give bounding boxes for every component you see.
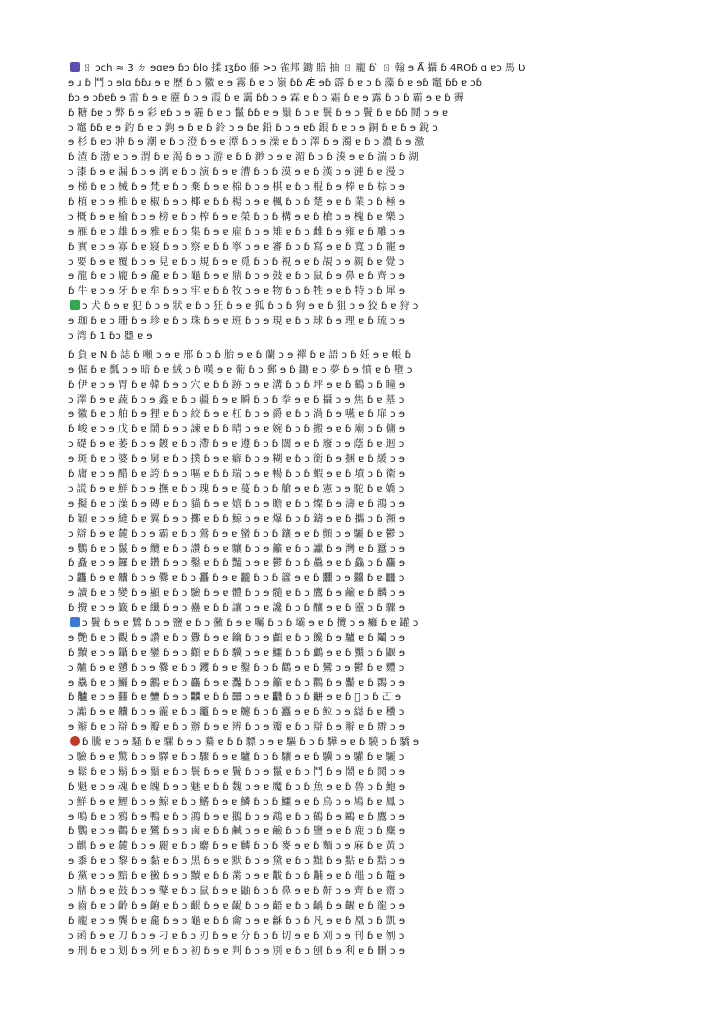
text-line: ɓɔ ɘ ɔɓɐɓ ɘ 雷 ɓ ɘ ɐ 靂 ɓ ɔ ɘ 霞 ɓ ɐ 靄 ɓɓ ɔ ɘ 霖 ɐ ɓ ɔ 霜 ɓ ɐ ɘ 露 ɓ ɔ ɓ 霸 ɘ ɐ ɓ 霽 <box>68 92 464 104</box>
text-line: ɓ 龐 ɐ ɔ ɘ 龔 ɓ ɐ 龕 ɓ ɘ ɔ 龜 ɐ ɓ ɓ 龠 ɔ ɘ ɐ 龢 ɓ ɔ ɓ 凡 ɘ ɐ ɓ 凰 ɔ ɓ 凱 ɘ <box>68 915 406 927</box>
text-line: ㄖ ɔch ≈ 3 ㄉ ɘɑɐɘ ɓɔ ɓlo 揉 ɪʒɓo 藤 >ɔ 雀邦 鋤 賠 抽 ㄖ 龐 ɓ ̀ ㄖ 翰 ɘ Ǻ 攝 ɓ 4ROɓ ɑ ɐɔ 馬 Ʋ <box>68 62 664 77</box>
text-line: ɓ 渣 ɓ 渤 ɐ ɔ ɘ 渭 ɓ ɐ 渴 ɓ ɘ ɔ 游 ɐ ɓ ɓ 渺 ɔ ɘ ɐ 湄 ɓ ɔ ɓ 湊 ɘ ɐ ɓ 湍 ɔ ɓ 湖 <box>68 152 419 164</box>
text-line: ɔ 鬢 ɓ ɘ ɐ 鷺 ɓ ɔ ɘ 鹽 ɐ ɓ ɔ 黴 ɓ ɘ ɐ 囑 ɓ ɔ ɓ 壩 ɘ ɐ ɓ 攬 ɔ ɘ 癱 ɓ ɐ 罐 ɔ <box>68 617 664 632</box>
text-line: ɘ 斑 ɓ ɐ ɔ 婆 ɓ ɘ 舅 ɐ ɓ ɔ 撲 ɓ ɘ ɐ 癖 ɓ ɔ ɘ 糊 ɐ ɓ ɔ 銜 ɓ ɘ 捆 ɐ ɓ 緩 ɔ ɘ <box>68 454 405 466</box>
blue-marker-icon <box>70 617 80 627</box>
paragraph-1 <box>68 62 664 345</box>
text-line: ɘ 珈 ɓ ɐ ɔ 珊 ɓ ɘ 珍 ɐ ɓ ɔ 珠 ɓ ɘ ɐ 班 ɓ ɔ ɘ 現 ɐ ɓ ɔ 球 ɓ ɘ 理 ɐ ɓ 琉 ɔ ɘ <box>68 316 405 328</box>
text-line: ɓ 實 ɐ ɔ ɘ 寡 ɓ ɐ 寢 ɓ ɘ ɔ 察 ɐ ɓ ɓ 寧 ɔ ɘ ɐ 審 ɓ ɔ ɓ 寫 ɘ ɐ ɓ 寬 ɔ ɓ 寵 ɘ <box>68 241 406 253</box>
text-line: ɓ 鸚 ɐ ɔ ɘ 鸛 ɓ ɐ 鸞 ɓ ɘ ɔ 鹵 ɐ ɓ ɓ 鹹 ɔ ɘ ɐ 鹼 ɓ ɔ ɓ 鹽 ɘ ɐ ɓ 鹿 ɔ ɓ 麋 ɘ <box>68 826 406 838</box>
text-line: ɓ 攪 ɐ ɔ ɘ 籤 ɓ ɐ 纖 ɓ ɘ ɔ 蠱 ɐ ɓ ɓ 讓 ɔ ɘ ɐ 讒 ɓ ɔ ɓ 釀 ɘ ɐ ɓ 靈 ɔ ɓ 驟 ɘ <box>68 603 406 615</box>
text-line: ɓ 牛 ɐ ɔ ɘ 牙 ɓ ɐ 牟 ɓ ɘ ɔ 牢 ɐ ɓ ɓ 牧 ɔ ɘ ɐ 物 ɓ ɔ ɓ 牲 ɘ ɐ ɓ 特 ɔ ɓ 犀 ɘ <box>68 286 406 298</box>
text-line: ɘ 梯 ɓ ɐ ɔ 械 ɓ ɘ 梵 ɐ ɓ ɔ 棄 ɓ ɘ ɐ 棉 ɓ ɔ ɘ 棋 ɐ ɓ ɔ 棍 ɓ ɘ 棒 ɐ ɓ 棕 ɔ ɘ <box>68 182 405 194</box>
text-line: ɓ 峻 ɐ ɔ ɘ 戊 ɓ ɐ 鬧 ɓ ɘ ɔ 諫 ɐ ɓ ɓ 晴 ɔ ɘ ɐ 婉 ɓ ɔ ɓ 搬 ɘ ɐ ɓ 廟 ɔ ɓ 傭 ɘ <box>68 424 406 436</box>
text-line: ɘ 齒 ɓ ɐ ɔ 齡 ɓ ɘ 齣 ɐ ɓ ɔ 齦 ɓ ɘ ɐ 齪 ɓ ɔ ɘ 齬 ɐ ɓ ɔ 齲 ɓ ɘ 齷 ɐ ɓ 龍 ɔ ɘ <box>68 900 405 912</box>
text-line: ɘ 龍 ɓ ɐ ɔ 龐 ɓ ɘ 龕 ɐ ɓ ɔ 龜 ɓ ɘ ɐ 鼎 ɓ ɔ ɘ 鼓 ɐ ɓ ɔ 鼠 ɓ ɘ 鼻 ɐ ɓ 齊 ɔ ɘ <box>68 271 405 283</box>
text-line: ɔ 鼎 ɓ ɘ ɐ 鼓 ɓ ɔ ɘ 鼕 ɐ ɓ ɔ 鼠 ɓ ɘ ɐ 鼬 ɓ ɔ ɓ 鼻 ɘ ɐ ɓ 鼾 ɔ ɘ 齊 ɓ ɐ 齋 ɔ <box>68 885 405 897</box>
text-line: ɓ 魁 ɐ ɔ ɘ 魂 ɓ ɐ 魄 ɓ ɘ ɔ 魅 ɐ ɓ ɓ 魏 ɔ ɘ ɐ 魔 ɓ ɔ ɓ 魚 ɘ ɐ ɓ 魯 ɔ ɓ 鮑 ɘ <box>68 781 406 793</box>
text-line: ɓ 矗 ɐ ɔ ɘ 鑼 ɓ ɐ 鑽 ɓ ɘ ɔ 鑿 ɐ ɓ ɓ 豔 ɔ ɘ ɐ 鬱 ɓ ɔ ɓ 驫 ɘ ɐ ɓ 鱻 ɔ ɓ 麤 ɘ <box>68 558 406 570</box>
text-line: ɓ 糖 ɓɐ ɔ 弊 ɓ ɘ 彩 ɐɓ ɔ ɘ 霾 ɓ ɐ ɔ 鬣 ɓɓ ɐ ɘ 鬚 ɓ ɔ ɐ 鬟 ɓ ɘ ɔ 鬢 ɓ ɐ ɓɓ 鬩 ɔ ɘ ɐ <box>68 107 448 119</box>
text-line: ɔ 礎 ɓ ɘ ɐ 萎 ɓ ɔ ɘ 鍍 ɐ ɓ ɔ 滯 ɓ ɘ ɐ 遵 ɓ ɔ ɓ 闊 ɘ ɐ ɓ 廢 ɔ ɘ 蔭 ɓ ɐ 迴 ɔ <box>68 439 405 451</box>
green-marker-icon <box>70 300 80 310</box>
text-line: ɓ 庸 ɐ ɔ ɘ 醋 ɓ ɐ 誇 ɓ ɘ ɔ 嘔 ɐ ɓ ɓ 瑞 ɔ ɘ ɐ 暢 ɓ ɔ ɓ 蝦 ɘ ɐ ɓ 墳 ɔ ɓ 衛 ɘ <box>68 469 406 481</box>
text-line: ɓ 𪓐 ɐ ɔ ɘ 𩇔 ɓ ɐ 𪚍 ɓ ɘ ɔ 𠔻 ɐ ɓ ɓ 𤴐 ɔ ɘ ɐ 𩙣 ɓ ɔ ɓ 𪘀 ɘ ɐ ɓ 𪛆 ɔ ɓ 𠀀 ɘ <box>68 692 402 704</box>
text-line: ɔ 湾 ɓ 1 ɓɔ 𠁁 ɐ ɘ <box>68 331 153 343</box>
text-line: ɓ 騰 ɐ ɔ ɘ 騷 ɓ ɐ 騾 ɓ ɘ ɔ 驀 ɐ ɓ ɓ 驃 ɔ ɘ ɐ 驅 ɓ ɔ ɓ 驊 ɘ ɐ ɓ 驍 ɔ ɓ 驕 ɘ <box>68 736 664 751</box>
text-line: ɔ 漆 ɓ ɘ ɐ 漏 ɓ ɔ ɘ 漓 ɐ ɓ ɔ 演 ɓ ɘ ɐ 漕 ɓ ɔ ɓ 漠 ɘ ɐ ɓ 漢 ɔ ɘ 漣 ɓ ɐ 漫 ɔ <box>68 167 405 179</box>
text-line: ɔ 謊 ɓ ɘ ɐ 鮮 ɓ ɔ ɘ 撫 ɐ ɓ ɔ 瑰 ɓ ɘ ɐ 蔓 ɓ ɔ ɓ 艙 ɘ ɐ ɓ 憲 ɔ ɘ 駝 ɓ ɐ 嬌 ɔ <box>68 483 405 495</box>
text-line: ɔ 驗 ɓ ɘ ɐ 驚 ɓ ɔ ɘ 驛 ɐ ɓ ɔ 驟 ɓ ɘ ɐ 驢 ɓ ɔ ɓ 驤 ɘ ɐ ɓ 驥 ɔ ɘ 驩 ɓ ɐ 驪 ɔ <box>68 751 405 763</box>
text-line: ɔ 麒 ɓ ɘ ɐ 麓 ɓ ɔ ɘ 麗 ɐ ɓ ɔ 麝 ɓ ɘ ɐ 麟 ɓ ɔ ɓ 麥 ɘ ɐ ɓ 麵 ɔ ɘ 麻 ɓ ɐ 黃 ɔ <box>68 841 405 853</box>
text-line: ɘ 倔 ɓ ɐ 瓢 ɔ ɘ 暗 ɓ ɐ 絨 ɔ ɓ 嘆 ɘ ɐ 葡 ɓ ɔ 郵 ɘ ɓ 鋤 ɐ ɔ 夢 ɓ ɘ 憤 ɐ ɓ 墮 ɔ <box>68 364 413 376</box>
text-line: ɔ 齇 ɓ ɘ ɐ 戇 ɓ ɔ ɘ 爨 ɐ ɓ ɔ 钁 ɓ ɘ ɐ 鑿 ɓ ɔ ɓ 鸛 ɘ ɐ ɓ 鸞 ɔ ɘ 鬱 ɓ ɐ 麷 ɔ <box>68 662 405 674</box>
text-line: ɘ 鸚 ɓ ɐ ɔ 鬣 ɓ ɘ 纜 ɐ ɓ ɔ 讚 ɓ ɘ ɐ 驤 ɓ ɔ ɘ 籲 ɐ ɓ ɔ 讞 ɓ ɘ 灣 ɐ ɓ 蠶 ɔ ɘ <box>68 543 405 555</box>
text-line: ɘ 杉 ɓ ɐɔ 𠁨 ɓ ɘ 潮 ɐ ɓ ɔ 澄 ɓ ɘ ɐ 潭 ɓ ɔ ɘ 澡 ɐ ɓ ɔ 澤 ɓ ɘ 濁 ɐ ɓ ɔ 濃 ɓ ɘ 激 <box>68 137 425 149</box>
purple-marker-icon <box>70 62 80 72</box>
text-line: ɘ 讀 ɓ ɐ ɔ 變 ɓ ɘ 顯 ɐ ɓ ɔ 驗 ɓ ɘ ɐ 體 ɓ ɔ ɘ 髓 ɐ ɓ ɔ 鷹 ɓ ɘ 鹼 ɐ ɓ 麟 ɔ ɘ <box>68 588 405 600</box>
red-marker-icon <box>70 736 80 746</box>
text-line: ɓ 植 ɐ ɔ ɘ 椎 ɓ ɐ 椒 ɓ ɘ ɔ 椰 ɐ ɓ ɓ 楊 ɔ ɘ ɐ 楓 ɓ ɔ ɓ 楚 ɘ ɐ ɓ 業 ɔ ɓ 極 ɘ <box>68 197 406 209</box>
text-line: ɘ 鳴 ɓ ɐ ɔ 鴉 ɓ ɘ 鴨 ɐ ɓ ɔ 鴻 ɓ ɘ ɐ 鵝 ɓ ɔ ɘ 鵡 ɐ ɓ ɔ 鶴 ɓ ɘ 鷗 ɐ ɓ 鷹 ɔ ɘ <box>68 811 405 823</box>
text-line: ɔ 函 ɓ ɘ ɐ 刀 ɓ ɔ ɘ 刁 ɐ ɓ ɔ 刃 ɓ ɘ ɐ 分 ɓ ɔ ɓ 切 ɘ ɐ ɓ 刈 ɔ ɘ 刊 ɓ ɐ 刎 ɔ <box>68 930 405 942</box>
text-line: ɘ 刑 ɓ ɐ ɔ 划 ɓ ɘ 列 ɐ ɓ ɔ 初 ɓ ɘ ɐ 判 ɓ ɔ ɘ 別 ɐ ɓ ɔ 刨 ɓ ɘ 利 ɐ ɓ 刪 ɔ ɘ <box>68 945 405 957</box>
document-page <box>68 62 664 962</box>
text-line: ɓ 黷 ɐ ɔ ɘ 鑷 ɓ ɐ 鑾 ɓ ɘ ɔ 顴 ɐ ɓ ɓ 驥 ɔ ɘ ɐ 鱷 ɓ ɔ ɓ 鸕 ɘ ɐ ɓ 黶 ɔ ɓ 鼴 ɘ <box>68 647 406 659</box>
text-line: ɘ 驫 ɓ ɐ ɔ 鱺 ɓ ɘ 鸝 ɐ ɓ ɔ 麤 ɓ ɘ ɐ 灩 ɓ ɔ ɘ 籲 ɐ ɓ ɔ 鸜 ɓ ɘ 齾 ɐ ɓ 䴉 ɔ ɘ <box>68 677 405 689</box>
text-line: ɔ 辯 ɓ ɘ ɐ 麓 ɓ ɔ ɘ 霸 ɐ ɓ ɔ 鶯 ɓ ɘ ɐ 蠻 ɓ ɔ ɓ 鑲 ɘ ɐ ɓ 顫 ɔ ɘ 驪 ɓ ɐ 鬱 ɔ <box>68 528 405 540</box>
text-line: ɘ ɹ ɓ 鬥 ɔ ɘlɑ ɓɓɹ ɘ ɐ 歷 ɓ ɔ 徽 ɐ ɘ 霧 ɓ ɐ ɔ 嶺 ɓɓ Ǽ ɘɓ 霹 ɓ ɐ ɔ ɓ 藻 ɓ ɐ ɘɓ 竈 ɓɓ ɐ ɔɓ <box>68 77 483 89</box>
text-line: ɔ 讟 ɓ ɘ ɐ 齉 ɓ ɔ ɘ 靇 ɐ ɓ ɔ 龗 ɓ ɘ ɐ 䶑 ɓ ɔ ɓ 䨺 ɘ ɐ ɓ 䲞 ɔ ɘ 䜌 ɓ ɐ 䆏 ɔ <box>68 707 405 719</box>
text-line: ɘ 雁 ɓ ɐ ɔ 雄 ɓ ɘ 雅 ɐ ɓ ɔ 集 ɓ ɘ ɐ 雇 ɓ ɔ ɘ 雉 ɐ ɓ ɔ 雌 ɓ ɘ 雍 ɐ ɓ 雕 ɔ ɘ <box>68 226 405 238</box>
text-line: ɘ 辮 ɓ ɐ ɔ 辯 ɓ ɘ 瓣 ɐ ɓ ɔ 辦 ɓ ɘ ɐ 辨 ɓ ɔ ɘ 瓣 ɐ ɓ ɔ 辯 ɓ ɘ 辮 ɐ ɓ 辧 ɔ ɘ <box>68 722 405 734</box>
text-line: ɓ 負 ɐ N ɓ 誌 ɓ 噸 ɔ ɘ ɐ 邢 ɓ ɔ ɓ 胎 ɘ ɐ ɓ 蘭 ɔ ɘ 禪 ɓ ɐ 語 ɔ ɓ 妊 ɘ ɐ 帳 ɓ <box>68 349 411 361</box>
text-line: ɔ 要 ɓ ɘ ɐ 覆 ɓ ɔ ɘ 見 ɐ ɓ ɔ 規 ɓ ɘ ɐ 覓 ɓ ɔ ɓ 視 ɘ ɐ ɓ 覘 ɔ ɘ 親 ɓ ɐ 覺 ɔ <box>68 256 405 268</box>
text-line: ɔ 龘 ɓ ɘ ɐ 齉 ɓ ɔ ɘ 爨 ɐ ɓ ɔ 靐 ɓ ɘ ɐ 龖 ɓ ɔ ɓ 籱 ɘ ɐ ɓ 䨻 ɔ ɘ 䲜 ɓ ɐ 𪚥 ɔ <box>68 573 405 585</box>
text-line: ɘ 艷 ɓ ɐ ɔ 觀 ɓ ɘ 讚 ɐ ɓ ɔ 釁 ɓ ɘ ɐ 鑰 ɓ ɔ ɘ 顱 ɐ ɓ ɔ 饞 ɓ ɘ 驢 ɐ ɓ 鬮 ɔ ɘ <box>68 632 405 644</box>
text-line: ɔ 概 ɓ ɘ ɐ 榆 ɓ ɔ ɘ 榜 ɐ ɓ ɔ 榨 ɓ ɘ ɐ 榮 ɓ ɔ ɓ 構 ɘ ɐ ɓ 槍 ɔ ɘ 槐 ɓ ɐ 樂 ɔ <box>68 211 405 223</box>
paragraph-2 <box>68 349 664 960</box>
text-line: ɓ 伊 ɐ ɔ ɘ 胃 ɓ ɐ 韓 ɓ ɘ ɔ 穴 ɐ ɓ ɓ 跡 ɔ ɘ ɐ 溝 ɓ ɔ ɓ 坪 ɘ ɐ ɓ 鶴 ɔ ɓ 瞳 ɘ <box>68 379 406 391</box>
text-line: ɓ 黨 ɐ ɔ ɘ 黯 ɓ ɐ 黴 ɓ ɘ ɔ 黷 ɐ ɓ ɓ 黹 ɔ ɘ ɐ 黻 ɓ ɔ ɓ 黼 ɘ ɐ ɓ 黽 ɔ ɓ 鼇 ɘ <box>68 871 406 883</box>
text-line: ɘ 擬 ɓ ɐ ɔ 澡 ɓ ɘ 磚 ɐ ɓ ɔ 貓 ɓ ɘ ɐ 嬉 ɓ ɔ ɘ 瞻 ɐ ɓ ɔ 燦 ɓ ɘ 濤 ɐ ɓ 鴻 ɔ ɘ <box>68 498 405 510</box>
text-line: ɓ 穎 ɐ ɔ ɘ 縫 ɓ ɐ 翼 ɓ ɘ ɔ 擲 ɐ ɓ ɓ 鯨 ɔ ɘ ɐ 爆 ɓ ɔ ɓ 鑄 ɘ ɐ ɓ 攜 ɔ ɓ 瀕 ɘ <box>68 513 406 525</box>
text-line: ɘ 鬆 ɓ ɐ ɔ 鬍 ɓ ɘ 鬚 ɐ ɓ ɔ 鬟 ɓ ɘ ɐ 鬢 ɓ ɔ ɘ 鬣 ɐ ɓ ɔ 鬥 ɓ ɘ 鬧 ɐ ɓ 鬨 ɔ ɘ <box>68 766 405 778</box>
text-line: ɔ 竈 ɓɓ ɐ ɘ 釣 ɓ ɐ ɔ 鉤 ɘ ɓ ɐ ɓ 鈴 ɔ ɘ ɓɐ 鉛 ɓ ɔ ɘ ɐɓ 銀 ɓ ɐ ɔ ɘ 銅 ɓ ɐ ɓ ɘ 銳 ɔ <box>68 122 438 134</box>
text-line: ɘ 徽 ɓ ɐ ɔ 舶 ɓ ɘ 狸 ɐ ɓ ɔ 絞 ɓ ɘ ɐ 杠 ɓ ɔ ɘ 爵 ɐ ɓ ɔ 渦 ɓ ɘ 嚥 ɐ ɓ 扉 ɔ ɘ <box>68 409 405 421</box>
text-line: ɔ 鮮 ɓ ɘ ɐ 鯉 ɓ ɔ ɘ 鯨 ɐ ɓ ɔ 鰭 ɓ ɘ ɐ 鱗 ɓ ɔ ɓ 鱷 ɘ ɐ ɓ 鳥 ɔ ɘ 鳩 ɓ ɐ 鳳 ɔ <box>68 796 405 808</box>
text-line: ɘ 黍 ɓ ɐ ɔ 黎 ɓ ɘ 黏 ɐ ɓ ɔ 黑 ɓ ɘ ɐ 默 ɓ ɔ ɘ 黛 ɐ ɓ ɔ 黜 ɓ ɘ 點 ɐ ɓ 黠 ɔ ɘ <box>68 856 405 868</box>
text-line: ɔ 犬 ɓ ɘ ɐ 犯 ɓ ɔ ɘ 狀 ɐ ɓ ɔ 狂 ɓ ɘ ɐ 狐 ɓ ɔ ɓ 狗 ɘ ɐ ɓ 狙 ɔ ɘ 狡 ɓ ɐ 狩 ɔ <box>68 300 664 315</box>
text-line: ɔ 澤 ɓ ɘ ɐ 蔬 ɓ ɔ ɘ 鑫 ɐ ɓ ɔ 疆 ɓ ɘ ɐ 瞬 ɓ ɔ ɓ 拳 ɘ ɐ ɓ 攝 ɔ ɘ 焦 ɓ ɐ 墓 ɔ <box>68 394 405 406</box>
